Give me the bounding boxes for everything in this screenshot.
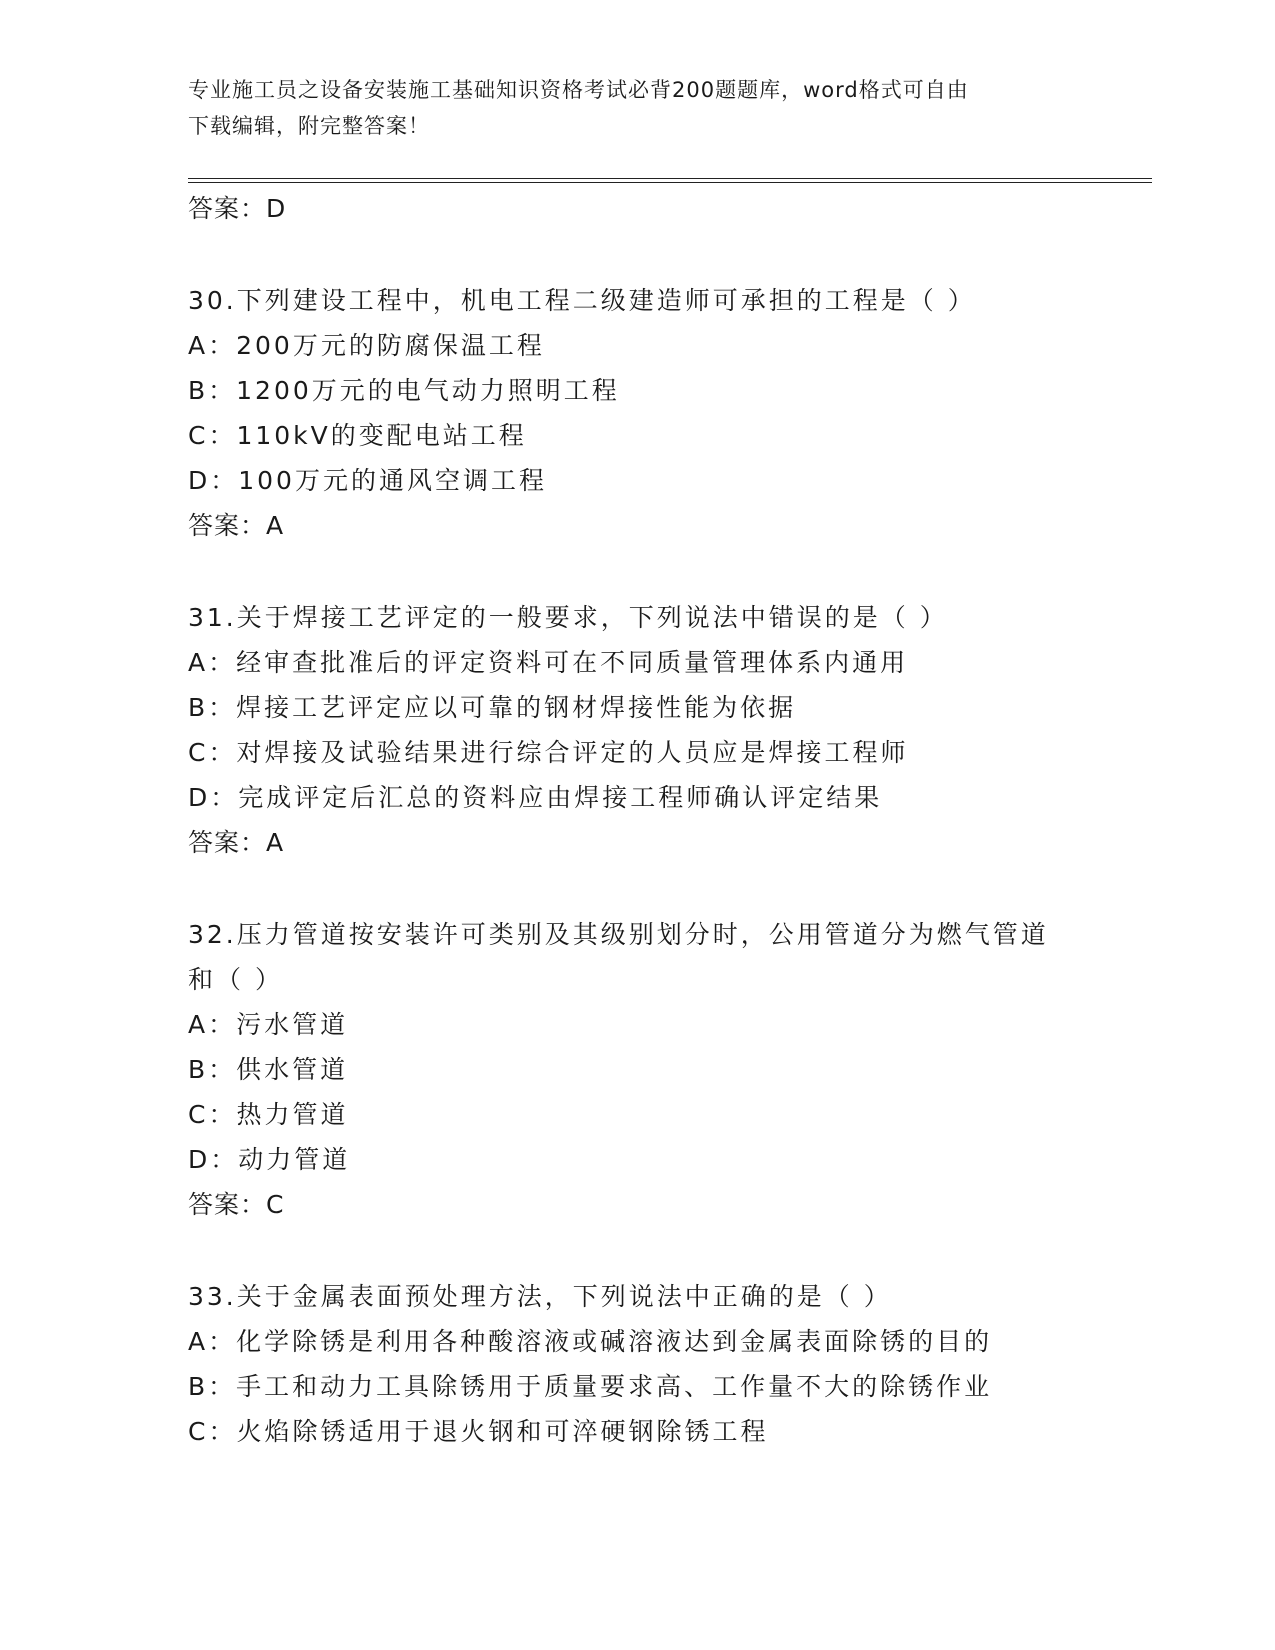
spacer: [188, 548, 1148, 595]
question-list: [188, 186, 1148, 1454]
option-d: D：动力管道: [188, 1145, 351, 1174]
document-header: [188, 72, 1088, 144]
option-b: B：手工和动力工具除锈用于质量要求高、工作量不大的除锈作业: [188, 1372, 993, 1401]
option-b: B：供水管道: [188, 1055, 349, 1084]
question-stem: 30.下列建设工程中，机电工程二级建造师可承担的工程是（ ）: [188, 286, 976, 315]
question-30: [188, 278, 1148, 548]
spacer: [188, 865, 1148, 912]
option-c: C：火焰除锈适用于退火钢和可淬硬钢除锈工程: [188, 1417, 769, 1446]
option-b: B：1200万元的电气动力照明工程: [188, 376, 620, 405]
option-c: C：对焊接及试验结果进行综合评定的人员应是焊接工程师: [188, 738, 909, 767]
option-d: D：完成评定后汇总的资料应由焊接工程师确认评定结果: [188, 783, 883, 812]
header-divider-top: [188, 178, 1152, 179]
question-31: [188, 595, 1148, 865]
question-stem: 31.关于焊接工艺评定的一般要求，下列说法中错误的是（ ）: [188, 603, 948, 632]
option-a: A：200万元的防腐保温工程: [188, 331, 545, 360]
option-d: D：100万元的通风空调工程: [188, 466, 547, 495]
option-a: A：化学除锈是利用各种酸溶液或碱溶液达到金属表面除锈的目的: [188, 1327, 993, 1356]
header-divider-bottom: [188, 182, 1152, 183]
answer: 答案：C: [188, 1190, 285, 1219]
header-line-1: 专业施工员之设备安装施工基础知识资格考试必背200题题库，word格式可自由: [188, 78, 969, 102]
option-c: C：热力管道: [188, 1100, 349, 1129]
question-stem-continued: 和（ ）: [188, 965, 283, 994]
header-line-2: 下载编辑，附完整答案！: [188, 114, 430, 138]
answer: 答案：A: [188, 511, 285, 540]
answer: 答案：A: [188, 828, 285, 857]
option-c: C：110kV的变配电站工程: [188, 421, 527, 450]
option-a: A：污水管道: [188, 1010, 349, 1039]
question-33: [188, 1274, 1148, 1454]
question-stem: 32.压力管道按安装许可类别及其级别划分时，公用管道分为燃气管道: [188, 920, 1049, 949]
question-stem: 33.关于金属表面预处理方法，下列说法中正确的是（ ）: [188, 1282, 892, 1311]
option-b: B：焊接工艺评定应以可靠的钢材焊接性能为依据: [188, 693, 797, 722]
spacer: [188, 231, 1148, 278]
option-a: A：经审查批准后的评定资料可在不同质量管理体系内通用: [188, 648, 909, 677]
spacer: [188, 1227, 1148, 1274]
question-32: [188, 912, 1148, 1227]
previous-answer: 答案：D: [188, 194, 287, 223]
